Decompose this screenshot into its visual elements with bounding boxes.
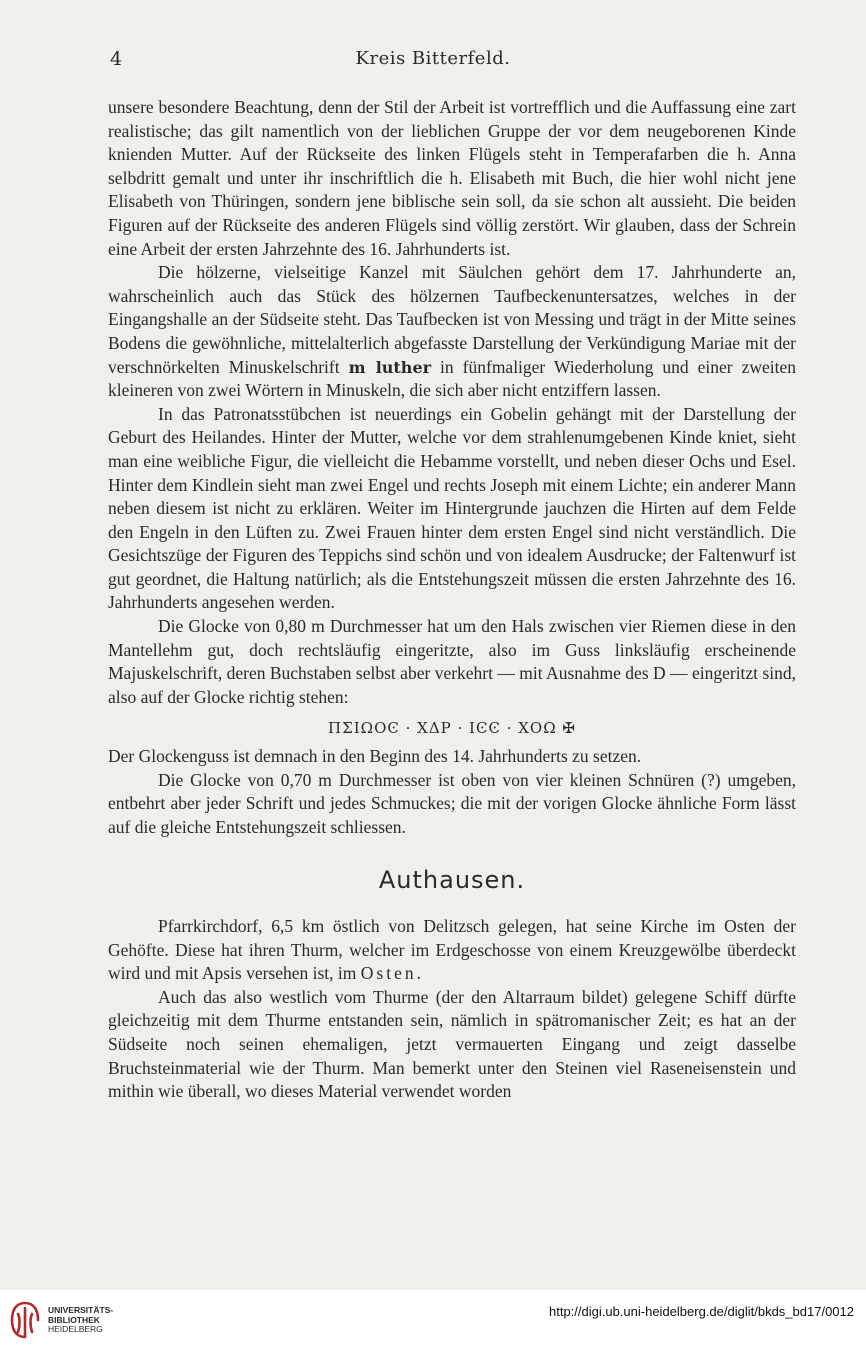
library-name-line-2: BIBLIOTHEK — [48, 1314, 100, 1325]
spaced-word: Osten. — [360, 963, 424, 984]
paragraph-8: Auch das also westlich vom Thurme (der den Altarraum bildet) gelegene Schiff dürfte gleichzeitig mit dem Thurme entstanden sein, nämlich in spätromanischer Zeit; es hat an der Südseite noch seinen ehemaligen, jetzt vermauerten Eingang und zeigt dasselbe Bruchsteinmaterial wie der Thurm. Man bemerkt unter den Steinen viel Raseneisenstein und mithin wie überall, wo dieses Material verwendet worden — [108, 986, 796, 1102]
blackletter-inscription: m luther — [348, 357, 432, 377]
paragraph-1: unsere besondere Beachtung, denn der Stil der Arbeit ist vortrefflich und die Auffassung eine zart realistische; das gilt namentlich von der lieblichen Gruppe der vor dem neugeborenen Kinde knienden Mutter. Auf der Rückseite des linken Flügels steht in Temperafarben die h. Anna selbdritt gemalt und unter ihr inschriftlich die h. Elisabeth mit Buch, die hier wohl nicht jene Elisabeth von Thüringen, sondern jene biblische sein soll, da sie schon alt aussieht. Die beiden Figuren auf der Rückseite des anderen Flügels sind völlig zerstört. Wir glauben, dass der Schrein eine Arbeit der ersten Jahrzehnte des 16. Jahrhunderts ist. — [108, 97, 796, 259]
paragraph-2 — [108, 261, 796, 403]
page-number: 4 — [110, 48, 123, 70]
paragraph-7 — [108, 915, 796, 986]
paragraph-4: Die Glocke von 0,80 m Durchmesser hat um den Hals zwischen vier Riemen diese in den Mantellehm gut, doch rechtsläufig eingeritzte, also im Guss linksläufig erscheinende Majuskelschrift, deren Buchstaben selbst aber verkehrt — mit Ausnahme des D — eingeritzt sind, also auf der Glocke richtig stehen: — [108, 616, 796, 707]
paragraph-6: Die Glocke von 0,70 m Durchmesser ist oben von vier kleinen Schnüren (?) umgeben, entbehrt aber jeder Schrift und jedes Schmuckes; die mit der vorigen Glocke ähnliche Form lässt auf die gleiche Entstehungszeit schliessen. — [108, 769, 796, 837]
running-head — [0, 48, 866, 74]
paragraph-5: Der Glockenguss ist demnach in den Beginn des 14. Jahrhunderts zu setzen. — [108, 746, 642, 767]
library-name-line-1: UNIVERSITÄTS- — [48, 1305, 114, 1315]
bell-inscription: ΠΣΙΩΟϾ · XΔP · ΙϾϾ · XΟΩ ✠ — [328, 719, 576, 738]
paragraph-3: In das Patronatsstübchen ist neuerdings ein Gobelin gehängt mit der Darstellung der Geburt des Heilandes. Hinter der Mutter, welche vor dem strahlenumgebenen Kinde kniet, sieht man eine weibliche Figur, die vielleicht die Hebamme vorstellt, und neben dieser Ochs und Esel. Hinter dem Kindlein sieht man zwei Engel und rechts Joseph mit einem Lichte; ein anderer Mann neben diesem ist nicht zu erklären. Weiter im Hintergrunde jauchzen die Hirten auf dem Felde den Engeln in den Lüften zu. Zwei Frauen hinter dem ersten Engel sind nicht verständlich. Die Gesichtszüge der Figuren des Teppichs sind schön und von idealem Ausdrucke; der Faltenwurf ist gut geordnet, die Haltung natürlich; als die Entstehungszeit müssen die ersten Jahrzehnte des 16. Jahrhunderts angesehen werden. — [108, 403, 796, 613]
footer-bar — [0, 1290, 866, 1352]
permalink-url[interactable]: http://digi.ub.uni-heidelberg.de/diglit/bkds_bd17/0012 — [548, 1304, 854, 1319]
paragraph-2-text-a: Die hölzerne, vielseitige Kanzel mit Säulchen gehört dem 17. Jahrhunderte an, wahrscheinlich auch das Stück des hölzernen Taufbeckenuntersatzes, welches in der Eingangshalle an der Südseite steht. Das Taufbecken ist von Messing und trägt in der Mitte seines Bodens die gewöhnliche, mittelalterlich abgefasste Darstellung der Verkündigung Mariae mit der verschnörkelten Minuskelschrift — [108, 262, 796, 377]
running-title: Kreis Bitterfeld. — [355, 48, 511, 69]
body-text — [108, 96, 796, 1104]
paragraph-7-text: Pfarrkirchdorf, 6,5 km östlich von Delitzsch gelegen, hat seine Kirche im Osten der Gehöfte. Diese hat ihren Thurm, welcher im Erdgeschosse von einem Kreuzgewölbe überdeckt wird und mit Apsis versehen ist, im — [108, 916, 796, 984]
section-heading: Authausen. — [378, 866, 526, 895]
library-name — [48, 1306, 113, 1335]
library-logo-icon — [8, 1300, 42, 1340]
library-name-line-3: HEIDELBERG — [48, 1324, 103, 1334]
paragraph-2-text-b: in fünfmaliger Wiederholung und einer zweiten kleineren von zwei Wörtern in Minuskeln, die sich aber nicht entziffern lassen. — [108, 356, 796, 401]
